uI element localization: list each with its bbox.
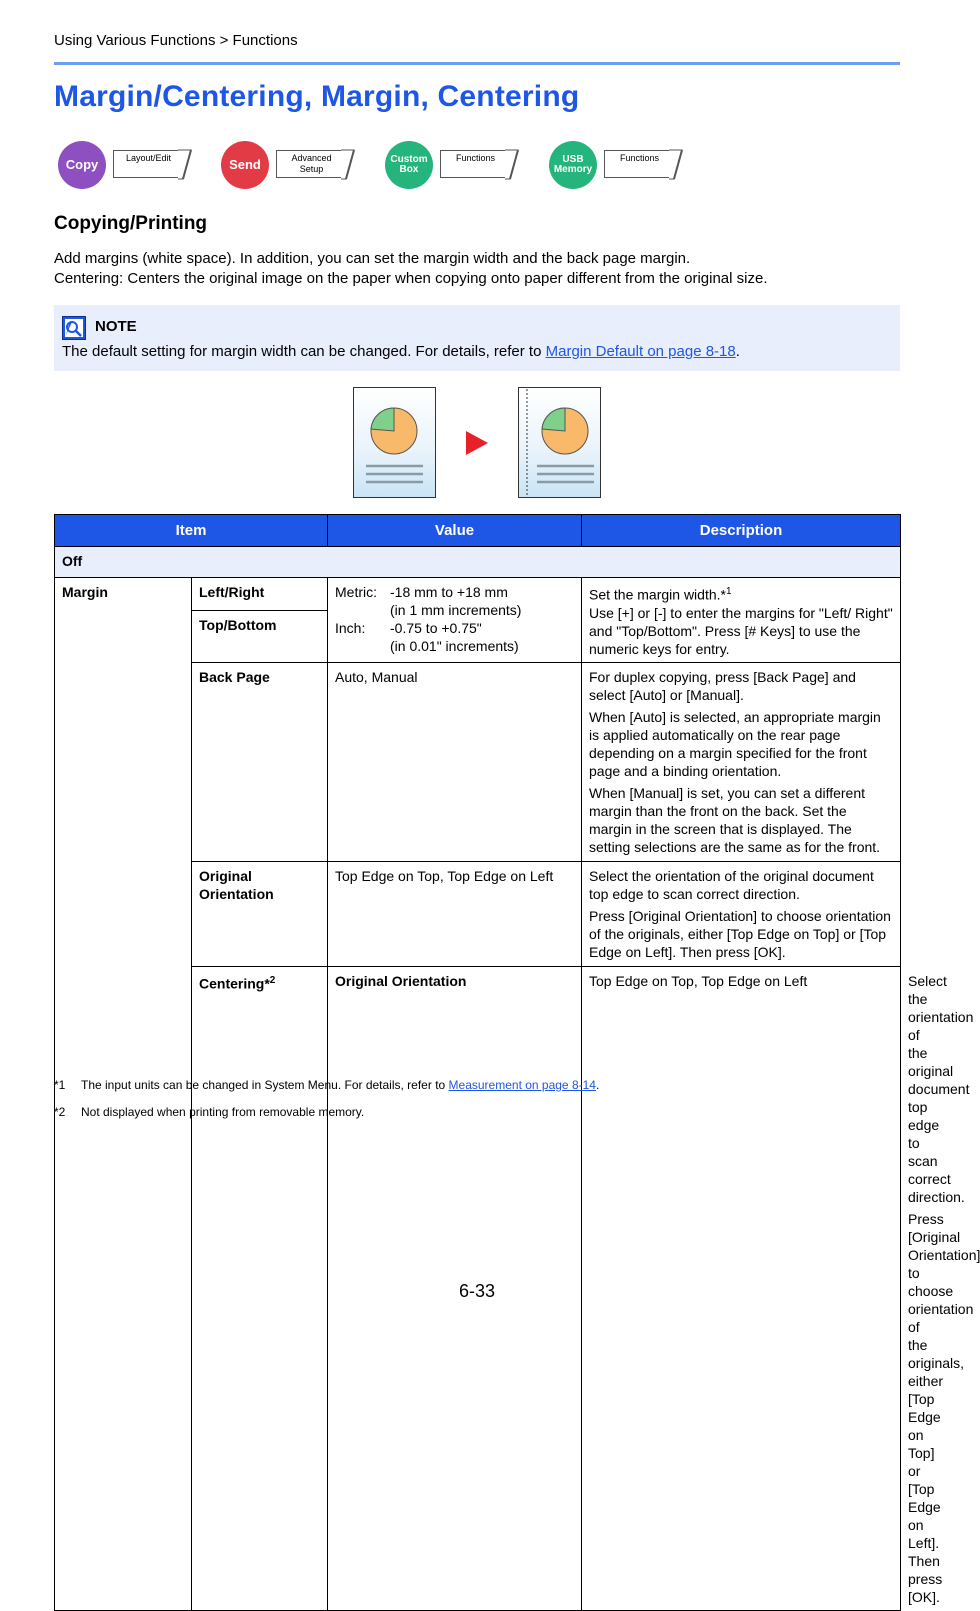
original-orientation-label: Original Orientation [192, 861, 328, 966]
column-header: Value [328, 515, 582, 547]
tag-slant-icon [669, 149, 683, 180]
margin-item-label: Margin [55, 578, 192, 1611]
centering-orientation-value: Top Edge on Top, Top Edge on Left [582, 966, 901, 1610]
footnote: *2 Not displayed when printing from removable memory. [54, 1105, 365, 1119]
margin-illustration [352, 386, 602, 500]
back-page-description: For duplex copying, press [Back Page] and select [Auto] or [Manual]. When [Auto] is selected, an appropriate margin is applied automatically on the rear page depending on a margin specified for the front page and a binding orientation. When [Manual] is set, you can set a different margin than the front on the back. Set the margin in the screen that is displayed. The setting selections are the same as for the front. [582, 662, 901, 861]
margin-default-link[interactable]: Margin Default on page 8-18 [545, 343, 736, 360]
original-orientation-description: Select the orientation of the original document top edge to scan correct direction. Press [Original Orientation] to choose orientation of the originals, either [Top Edge on Top] or [Top Edge on Left]. Then press [OK]. [582, 861, 901, 966]
measurement-link[interactable]: Measurement on page 8-14 [448, 1078, 596, 1092]
table-row [55, 578, 901, 611]
note-text: The default setting for margin width can be changed. For details, refer to Margin Default on page 8-18. [62, 343, 740, 360]
original-orientation-value: Top Edge on Top, Top Edge on Left [328, 861, 582, 966]
mode-tag-functions: Functions [604, 150, 674, 178]
tag-slant-icon [505, 149, 519, 180]
mode-tag-functions: Functions [440, 150, 510, 178]
mode-badges [54, 140, 900, 190]
margined-page-icon [519, 388, 601, 498]
header-divider [54, 62, 900, 65]
table-row [55, 547, 901, 578]
mode-tag-layout-edit: Layout/Edit [113, 150, 183, 178]
note-icon [62, 316, 86, 340]
centering-item-label: Centering*$^2$ [192, 966, 328, 1610]
section-title: Copying/Printing [54, 213, 208, 234]
footnote: *1 The input units can be changed in System Menu. For details, refer to Measurement on page 8-14. [54, 1078, 600, 1092]
footnotes [54, 1078, 900, 1132]
page-number: 6-33 [458, 1281, 496, 1301]
custom-box-mode-badge: Custom Box [385, 141, 433, 189]
usb-memory-mode-badge: USB Memory [549, 141, 597, 189]
copy-mode-badge: Copy [58, 141, 106, 189]
centering-orientation-label: Original Orientation [328, 966, 582, 1610]
page-title: Margin/Centering, Margin, Centering [54, 80, 580, 113]
off-row-label: Off [55, 547, 901, 578]
back-page-label: Back Page [192, 662, 328, 861]
left-right-label: Left/Right [192, 578, 328, 611]
original-page-icon [354, 388, 436, 498]
tag-slant-icon [341, 149, 355, 180]
column-header: Description [582, 515, 901, 547]
breadcrumb: Using Various Functions > Functions [54, 32, 298, 49]
top-bottom-label: Top/Bottom [192, 611, 328, 662]
intro-line: Add margins (white space). In addition, you can set the margin width and the back page margin. [54, 250, 691, 267]
back-page-value: Auto, Manual [328, 662, 582, 861]
mode-tag-advanced-setup: Advanced Setup [276, 150, 346, 178]
column-header: Item [55, 515, 328, 547]
margin-description-cell: Set the margin width.*$^1$ Use [+] or [-] to enter the margins for "Left/ Right" and "Top/Bottom". Press [# Keys] to use the numeric keys for entry. [582, 578, 901, 663]
tag-slant-icon [178, 149, 192, 180]
intro-line: Centering: Centers the original image on the paper when copying onto paper different from the original size. [54, 270, 768, 287]
margin-settings-table [54, 514, 980, 1611]
note-box [54, 305, 900, 371]
note-title: NOTE [95, 318, 137, 335]
arrow-right-icon [466, 431, 488, 455]
table-header-row [55, 515, 901, 547]
margin-value-cell: Metric: -18 mm to +18 mm (in 1 mm increments) Inch: -0.75 to +0.75" (in 0.01" increments) [328, 578, 582, 663]
send-mode-badge: Send [221, 141, 269, 189]
intro-text [54, 249, 904, 289]
table-row: Centering*$^2$ Original Orientation Top Edge on Top, Top Edge on Left Select the orientation of the original document top edge to scan correct direction. Press [Original Orientation] to choose orientation of the originals, either [Top Edge on Top] or [Top Edge on Left]. Then press [OK]. [55, 966, 901, 1610]
